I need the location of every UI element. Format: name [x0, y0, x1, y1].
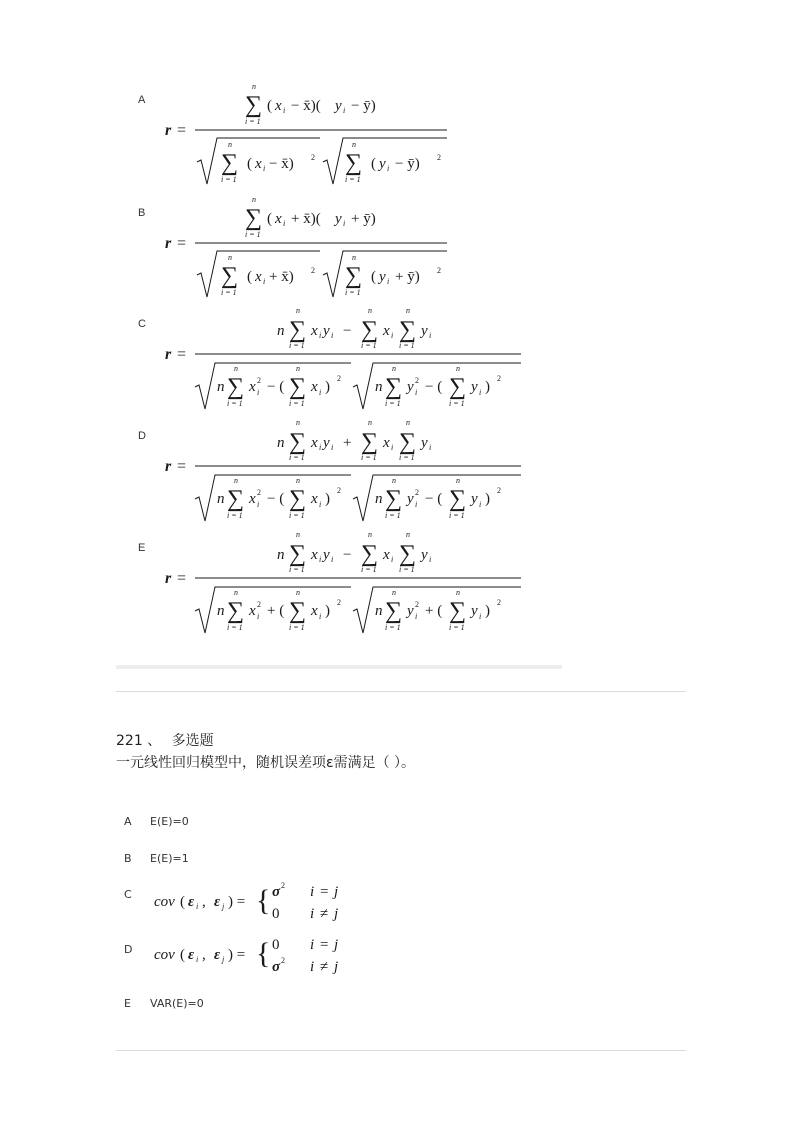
svg-text:y: y [407, 379, 414, 395]
svg-text:i = 1: i = 1 [245, 117, 261, 126]
svg-text:): ) [325, 379, 330, 395]
svg-text:ε: ε [214, 947, 221, 963]
svg-text:∑: ∑ [289, 374, 307, 400]
svg-text:i = 1: i = 1 [385, 399, 401, 408]
svg-text:n: n [368, 306, 372, 315]
svg-text:2: 2 [337, 486, 341, 495]
formula-e-image [165, 527, 527, 639]
svg-text:=: = [320, 937, 329, 953]
option-letter: E [124, 997, 131, 1010]
svg-text:i = 1: i = 1 [289, 511, 305, 520]
svg-text:i = 1: i = 1 [449, 623, 465, 632]
question-text: 一元线性回归模型中，随机误差项ε需满足（ ）。 [116, 755, 416, 771]
svg-text:i = 1: i = 1 [227, 399, 243, 408]
svg-text:y: y [323, 547, 330, 563]
svg-text:∑: ∑ [385, 374, 403, 400]
svg-text:i: i [387, 277, 390, 286]
svg-text:y: y [379, 156, 386, 172]
svg-text:): ) [485, 603, 490, 619]
svg-text:x: x [275, 211, 282, 227]
svg-text:x: x [249, 491, 256, 507]
answer-option-e[interactable] [124, 997, 204, 1010]
svg-text:y: y [323, 323, 330, 339]
svg-text:i: i [479, 612, 482, 621]
svg-text:): ) [325, 603, 330, 619]
divider [116, 691, 686, 692]
svg-text:y: y [421, 435, 428, 451]
svg-text:i: i [319, 331, 322, 340]
answer-option-a[interactable] [124, 815, 189, 828]
svg-text:,: , [202, 947, 206, 963]
svg-text:=: = [177, 235, 187, 252]
svg-text:i: i [429, 443, 432, 452]
svg-text:y: y [471, 379, 478, 395]
svg-text:i = 1: i = 1 [221, 288, 237, 297]
svg-text:− x̄): − x̄) [269, 156, 294, 172]
svg-text:i: i [319, 388, 322, 397]
svg-text:∑: ∑ [399, 429, 417, 455]
svg-text:∑: ∑ [385, 486, 403, 512]
svg-text:i: i [310, 959, 315, 975]
svg-text:i = 1: i = 1 [385, 623, 401, 632]
svg-text:i: i [196, 955, 199, 964]
svg-text:n: n [406, 418, 410, 427]
svg-text:n: n [456, 364, 460, 373]
svg-text:∑: ∑ [449, 598, 467, 624]
svg-text:2: 2 [337, 374, 341, 383]
svg-text:(: ( [267, 211, 272, 227]
svg-text:σ: σ [272, 959, 281, 975]
svg-text:2: 2 [497, 598, 501, 607]
svg-text:n: n [375, 603, 383, 619]
svg-text:i: i [310, 937, 315, 953]
svg-text:i: i [415, 388, 418, 397]
svg-text:∑: ∑ [289, 429, 307, 455]
svg-text:ε: ε [214, 894, 221, 910]
svg-text:n: n [234, 588, 238, 597]
svg-text:n: n [252, 195, 256, 204]
svg-text:i: i [429, 331, 432, 340]
formula-b-image [165, 193, 455, 303]
svg-text:2: 2 [281, 881, 285, 890]
svg-text:r: r [165, 458, 172, 475]
svg-text:∑: ∑ [245, 92, 263, 118]
svg-text:i: i [331, 331, 334, 340]
svg-text:n: n [392, 588, 396, 597]
svg-text:+ ȳ): + ȳ) [395, 269, 420, 285]
answer-option-c[interactable] [124, 881, 339, 922]
option-d-formula [150, 931, 380, 977]
svg-text:x: x [255, 156, 262, 172]
svg-text:x: x [255, 269, 262, 285]
svg-text:x: x [383, 323, 390, 339]
svg-text:n: n [352, 140, 356, 149]
svg-text:i: i [319, 612, 322, 621]
svg-text:n: n [456, 588, 460, 597]
svg-text:ε: ε [188, 894, 195, 910]
svg-text:i = 1: i = 1 [245, 230, 261, 239]
svg-text:i = 1: i = 1 [289, 623, 305, 632]
svg-text:≠: ≠ [320, 959, 329, 975]
question-number: 221 [116, 733, 143, 749]
svg-text:2: 2 [415, 376, 419, 385]
svg-text:j: j [334, 906, 339, 922]
svg-text:i: i [283, 106, 286, 115]
svg-text:{: { [256, 884, 271, 917]
svg-text:+ (: + ( [267, 603, 285, 619]
svg-text:n: n [392, 476, 396, 485]
svg-text:i: i [343, 219, 346, 228]
svg-text:=: = [320, 884, 329, 900]
svg-text:2: 2 [257, 488, 261, 497]
svg-text:x: x [249, 603, 256, 619]
svg-text:2: 2 [257, 600, 261, 609]
svg-text:2: 2 [415, 600, 419, 609]
svg-text:n: n [277, 435, 285, 451]
svg-text:∑: ∑ [399, 317, 417, 343]
svg-text:i = 1: i = 1 [399, 565, 415, 574]
svg-text:i = 1: i = 1 [345, 288, 361, 297]
svg-text:n: n [375, 491, 383, 507]
svg-text:n: n [368, 530, 372, 539]
svg-text:i: i [319, 555, 322, 564]
svg-text:i: i [479, 388, 482, 397]
svg-text:i = 1: i = 1 [345, 175, 361, 184]
svg-text:i: i [257, 500, 260, 509]
svg-text:0: 0 [272, 906, 280, 922]
svg-text:n: n [228, 253, 232, 262]
option-letter: C [124, 888, 132, 901]
svg-text:x: x [249, 379, 256, 395]
svg-text:− (: − ( [425, 379, 443, 395]
option-letter: B [138, 207, 146, 219]
svg-text:n: n [406, 530, 410, 539]
svg-text:i = 1: i = 1 [361, 565, 377, 574]
svg-text:i: i [263, 277, 266, 286]
svg-text:j: j [222, 955, 225, 964]
svg-text:x: x [311, 435, 318, 451]
svg-text:,: , [202, 894, 206, 910]
svg-text:∑: ∑ [361, 541, 379, 567]
svg-text:− (: − ( [267, 491, 285, 507]
svg-text:n: n [228, 140, 232, 149]
svg-text:x: x [383, 547, 390, 563]
svg-text:∑: ∑ [289, 486, 307, 512]
svg-text:y: y [335, 211, 342, 227]
svg-text:(: ( [180, 947, 185, 963]
svg-text:ε: ε [188, 947, 195, 963]
svg-text:2: 2 [415, 488, 419, 497]
svg-text:n: n [392, 364, 396, 373]
svg-text:n: n [368, 418, 372, 427]
svg-text:∑: ∑ [289, 541, 307, 567]
svg-text:i: i [391, 331, 394, 340]
svg-text:i: i [343, 106, 346, 115]
svg-text:i = 1: i = 1 [399, 341, 415, 350]
svg-text:i: i [263, 164, 266, 173]
svg-text:i: i [310, 906, 315, 922]
option-text: E(E)=0 [150, 815, 189, 828]
svg-text:n: n [234, 364, 238, 373]
svg-text:i = 1: i = 1 [221, 175, 237, 184]
svg-text:i = 1: i = 1 [289, 399, 305, 408]
svg-text:i = 1: i = 1 [399, 453, 415, 462]
svg-text:n: n [296, 418, 300, 427]
formula-c-image [165, 303, 527, 415]
svg-text:j: j [334, 959, 339, 975]
svg-text:−: − [343, 547, 352, 563]
option-letter: E [138, 542, 146, 554]
svg-text:x: x [311, 547, 318, 563]
option-letter: A [124, 815, 132, 828]
question-header [116, 730, 214, 750]
option-letter: B [124, 852, 132, 865]
svg-text:2: 2 [281, 956, 285, 965]
svg-text:∑: ∑ [289, 317, 307, 343]
svg-text:i: i [387, 164, 390, 173]
svg-text:y: y [335, 98, 342, 114]
svg-text:n: n [234, 476, 238, 485]
svg-text:x: x [311, 379, 318, 395]
svg-text:cov: cov [154, 947, 175, 963]
svg-text:y: y [323, 435, 330, 451]
svg-text:i: i [319, 500, 322, 509]
svg-text:x: x [311, 603, 318, 619]
svg-text:n: n [277, 323, 285, 339]
svg-text:∑: ∑ [399, 541, 417, 567]
svg-text:2: 2 [497, 486, 501, 495]
svg-text:∑: ∑ [449, 486, 467, 512]
formula-a-image [165, 80, 455, 190]
svg-text:y: y [421, 547, 428, 563]
svg-text:i: i [310, 884, 315, 900]
svg-text:(: ( [180, 894, 185, 910]
svg-text:y: y [471, 491, 478, 507]
svg-text:i: i [391, 555, 394, 564]
svg-text:i = 1: i = 1 [361, 453, 377, 462]
divider [116, 1050, 686, 1051]
svg-text:(: ( [371, 269, 376, 285]
svg-text:2: 2 [311, 266, 315, 275]
svg-text:y: y [407, 491, 414, 507]
svg-text:∑: ∑ [245, 205, 263, 231]
svg-text:2: 2 [257, 376, 261, 385]
svg-text:i: i [196, 902, 199, 911]
option-letter: D [124, 943, 133, 956]
svg-text:∑: ∑ [345, 263, 363, 289]
svg-text:x: x [383, 435, 390, 451]
svg-text:n: n [252, 82, 256, 91]
svg-text:n: n [217, 491, 225, 507]
svg-text:n: n [352, 253, 356, 262]
svg-text:=: = [177, 570, 187, 587]
svg-text:− (: − ( [425, 491, 443, 507]
svg-text:∑: ∑ [227, 598, 245, 624]
svg-text:i: i [331, 443, 334, 452]
svg-text:∑: ∑ [221, 263, 239, 289]
svg-text:≠: ≠ [320, 906, 329, 922]
svg-text:x: x [275, 98, 282, 114]
svg-text:− x̄)(: − x̄)( [291, 98, 321, 114]
svg-text:j: j [222, 902, 225, 911]
svg-text:∑: ∑ [227, 486, 245, 512]
svg-text:∑: ∑ [361, 317, 379, 343]
svg-text:) =: ) = [228, 894, 246, 910]
svg-text:i: i [391, 443, 394, 452]
formula-d-image [165, 415, 527, 527]
svg-text:n: n [296, 588, 300, 597]
svg-text:r: r [165, 570, 172, 587]
svg-text:∑: ∑ [345, 150, 363, 176]
svg-text:x: x [311, 323, 318, 339]
svg-text:n: n [456, 476, 460, 485]
svg-text:): ) [485, 491, 490, 507]
svg-text:∑: ∑ [361, 429, 379, 455]
answer-option-d[interactable] [124, 937, 339, 975]
svg-text:n: n [217, 379, 225, 395]
svg-text:2: 2 [311, 153, 315, 162]
svg-text:∑: ∑ [289, 598, 307, 624]
svg-text:i: i [479, 500, 482, 509]
svg-text:cov: cov [154, 894, 175, 910]
svg-text:): ) [485, 379, 490, 395]
svg-text:i = 1: i = 1 [289, 453, 305, 462]
svg-text:σ: σ [272, 884, 281, 900]
svg-text:0: 0 [272, 937, 280, 953]
svg-text:2: 2 [437, 153, 441, 162]
svg-text:∑: ∑ [449, 374, 467, 400]
option-letter: C [138, 318, 146, 330]
svg-text:y: y [407, 603, 414, 619]
svg-text:n: n [406, 306, 410, 315]
svg-text:− (: − ( [267, 379, 285, 395]
svg-text:i: i [257, 388, 260, 397]
svg-text:∑: ∑ [385, 598, 403, 624]
svg-text:i = 1: i = 1 [361, 341, 377, 350]
svg-text:−: − [343, 323, 352, 339]
svg-text:2: 2 [337, 598, 341, 607]
svg-text:+ (: + ( [425, 603, 443, 619]
svg-text:=: = [177, 122, 187, 139]
svg-text:i: i [429, 555, 432, 564]
svg-text:i = 1: i = 1 [227, 511, 243, 520]
svg-text:i: i [257, 612, 260, 621]
svg-text:) =: ) = [228, 947, 246, 963]
svg-text:+ x̄)(: + x̄)( [291, 211, 321, 227]
svg-text:i: i [415, 500, 418, 509]
svg-text:i = 1: i = 1 [449, 511, 465, 520]
svg-text:j: j [334, 884, 339, 900]
svg-text:y: y [379, 269, 386, 285]
svg-text:y: y [421, 323, 428, 339]
svg-text:+: + [343, 435, 352, 451]
svg-text:{: { [256, 937, 271, 970]
svg-text:i: i [283, 219, 286, 228]
svg-text:− ȳ): − ȳ) [395, 156, 420, 172]
svg-text:=: = [177, 458, 187, 475]
svg-text:∑: ∑ [227, 374, 245, 400]
svg-text:2: 2 [437, 266, 441, 275]
image-bottom-border [116, 665, 562, 669]
svg-text:2: 2 [497, 374, 501, 383]
svg-text:r: r [165, 346, 172, 363]
svg-text:(: ( [247, 156, 252, 172]
svg-text:i = 1: i = 1 [289, 565, 305, 574]
option-c-formula [150, 878, 380, 924]
svg-text:n: n [217, 603, 225, 619]
svg-text:n: n [296, 364, 300, 373]
svg-text:n: n [375, 379, 383, 395]
question-type: 多选题 [171, 733, 214, 749]
svg-text:i = 1: i = 1 [385, 511, 401, 520]
svg-text:i = 1: i = 1 [449, 399, 465, 408]
option-letter: A [138, 94, 146, 106]
svg-text:i: i [415, 612, 418, 621]
svg-text:i = 1: i = 1 [227, 623, 243, 632]
svg-text:j: j [334, 937, 339, 953]
svg-text:): ) [325, 491, 330, 507]
svg-text:− ȳ): − ȳ) [351, 98, 376, 114]
svg-text:n: n [277, 547, 285, 563]
svg-text:=: = [177, 346, 187, 363]
svg-text:r: r [165, 122, 172, 139]
svg-text:(: ( [371, 156, 376, 172]
option-text: VAR(E)=0 [150, 997, 204, 1010]
svg-text:y: y [471, 603, 478, 619]
svg-text:+ x̄): + x̄) [269, 269, 294, 285]
question-separator: 、 [147, 733, 162, 749]
svg-text:i: i [319, 443, 322, 452]
option-text: E(E)=1 [150, 852, 189, 865]
svg-text:+ ȳ): + ȳ) [351, 211, 376, 227]
svg-text:(: ( [267, 98, 272, 114]
svg-text:x: x [311, 491, 318, 507]
option-letter: D [138, 430, 146, 442]
svg-text:i = 1: i = 1 [289, 341, 305, 350]
svg-text:r: r [165, 235, 172, 252]
answer-option-b[interactable] [124, 852, 189, 865]
svg-text:n: n [296, 530, 300, 539]
svg-text:∑: ∑ [221, 150, 239, 176]
svg-text:i: i [331, 555, 334, 564]
svg-text:n: n [296, 306, 300, 315]
svg-text:n: n [296, 476, 300, 485]
svg-text:(: ( [247, 269, 252, 285]
